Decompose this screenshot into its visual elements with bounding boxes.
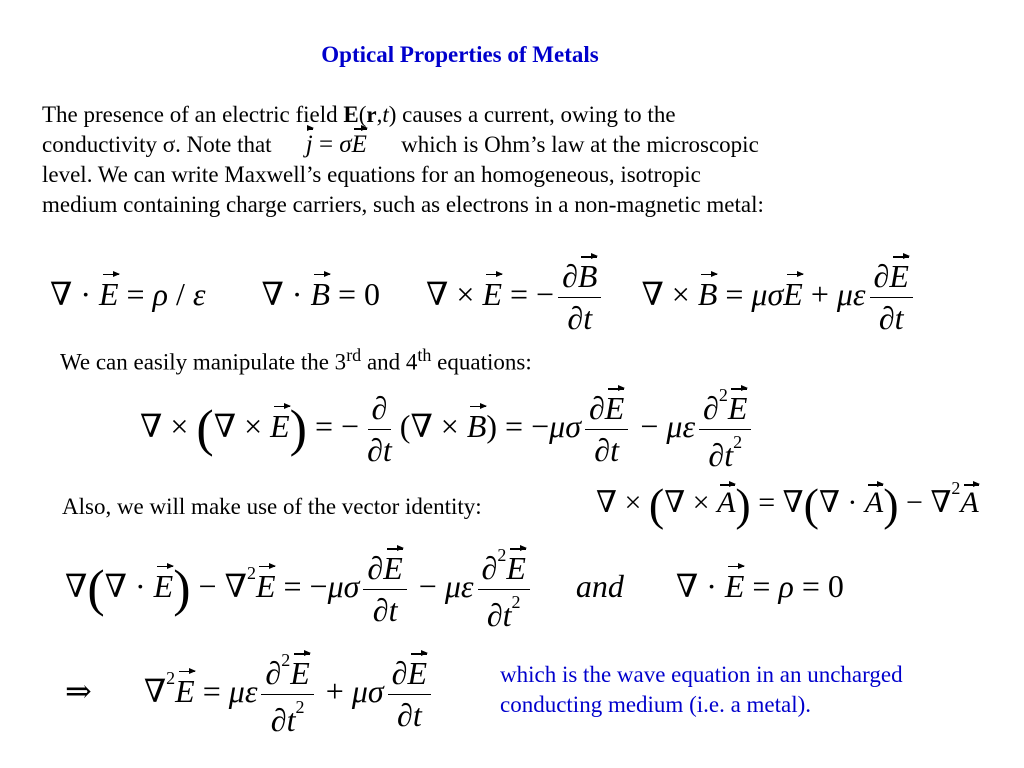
- intro-line-2: conductivity σ. Note that j = σE which is Ohm’s law at the microscopic: [42, 131, 759, 158]
- faraday-law-equation: ∇ × E = − $\frac{\partial B}{\partial t}$: [426, 276, 605, 312]
- vector-identity-label: Also, we will make use of the vector identity:: [62, 494, 482, 519]
- intro-line-1: The presence of an electric field E(r,t) causes a current, owing to the: [42, 102, 676, 127]
- curl-curl-equation: ∇ × (∇ × E) = − $\frac{\partial}{\partial t}$ (∇ × B) = −μσ $\frac{\partial E}{\partial t}$ − με $\frac{\partial^2E}{\partial t^2}$: [140, 385, 755, 474]
- intro-paragraph: [42, 100, 1002, 220]
- gauss-magnetism-equation: ∇ · B = 0: [261, 275, 381, 312]
- page-title: Optical Properties of Metals: [321, 42, 599, 67]
- and-label: and: [575, 567, 624, 604]
- vector-identity-equation: ∇ × (∇ × A) = ∇(∇ · A) − ∇$^2$A: [596, 478, 979, 531]
- charge-free-condition: ∇ · E = ρ = 0: [675, 567, 844, 604]
- conclusion-line-1: which is the wave equation in an uncharged: [500, 662, 903, 687]
- conclusion-line-2: conducting medium (i.e. a metal).: [500, 692, 812, 717]
- gauss-law-equation: ∇ · E = ρ / ε: [50, 275, 206, 312]
- manipulate-text: We can easily manipulate the 3rd and 4th equations:: [60, 345, 532, 375]
- intro-line-4: medium containing charge carriers, such as electrons in a non-magnetic metal:: [42, 192, 764, 217]
- maxwell-equations: [50, 258, 917, 337]
- ampere-law-equation: ∇ × B = μσE + με $\frac{\partial E}{\partial t}$: [641, 276, 916, 312]
- implies-symbol: ⇒: [65, 672, 92, 709]
- wave-equation: ⇒ ∇$^2$E = με $\frac{\partial^2E}{\partial t^2}$ + μσ $\frac{\partial E}{\partial t}$: [65, 650, 435, 739]
- combined-equation: ∇(∇ · E) − ∇$^2$E = −μσ $\frac{\partial E}{\partial t}$ − με $\frac{\partial^2E}{\partial t^2}$ and ∇ · E = ρ = 0: [65, 545, 844, 633]
- conclusion-text: [500, 660, 1020, 720]
- ohms-law-inline-equation: j = σE: [305, 131, 367, 158]
- intro-line-3: level. We can write Maxwell’s equations for an homogeneous, isotropic: [42, 162, 701, 187]
